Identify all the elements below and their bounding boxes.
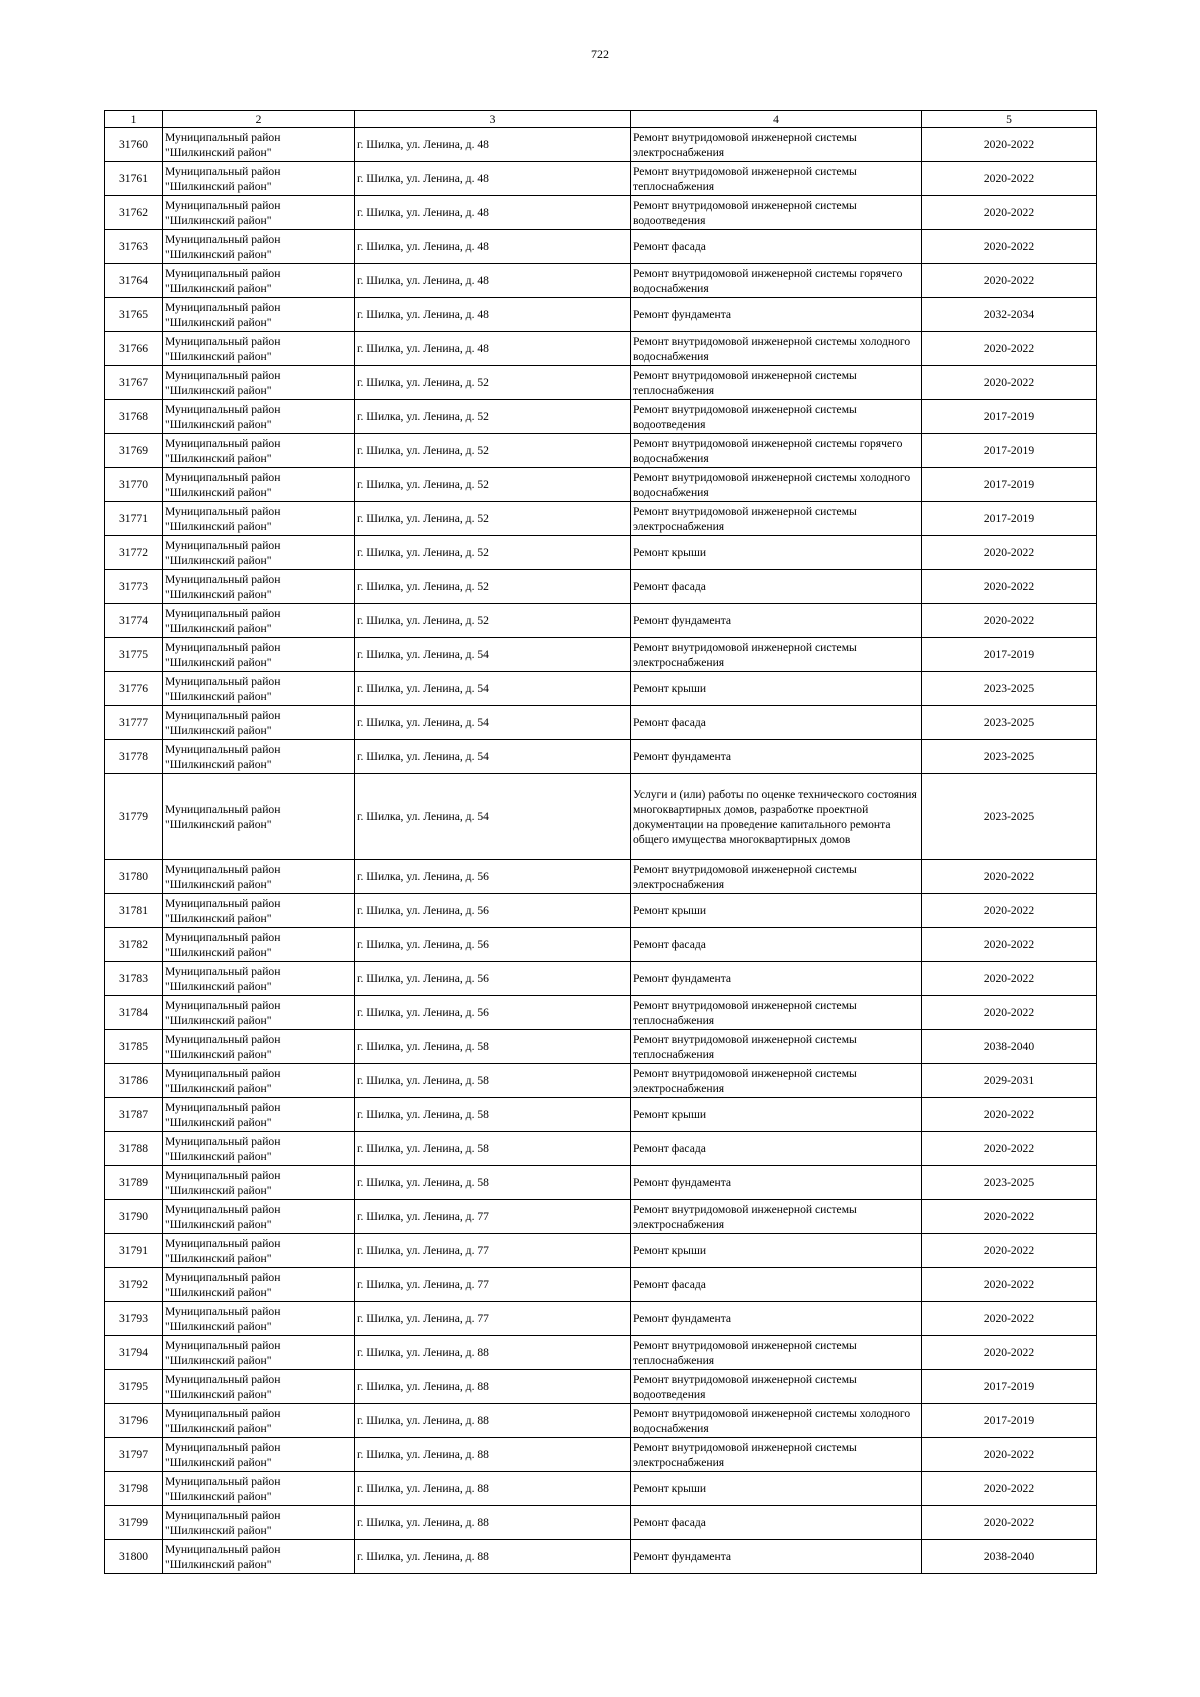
district-cell: Муниципальный район "Шилкинский район" [163, 1438, 355, 1472]
address-cell: г. Шилка, ул. Ленина, д. 54 [355, 740, 631, 774]
period-cell: 2020-2022 [922, 1302, 1097, 1336]
district-cell: Муниципальный район "Шилкинский район" [163, 434, 355, 468]
row-number-cell: 31773 [105, 570, 163, 604]
row-number-cell: 31780 [105, 860, 163, 894]
period-cell: 2020-2022 [922, 1098, 1097, 1132]
work-type-cell: Ремонт фасада [631, 928, 922, 962]
row-number-cell: 31796 [105, 1404, 163, 1438]
row-number-cell: 31764 [105, 264, 163, 298]
district-cell: Муниципальный район "Шилкинский район" [163, 1132, 355, 1166]
address-cell: г. Шилка, ул. Ленина, д. 56 [355, 928, 631, 962]
work-type-cell: Ремонт внутридомовой инженерной системы теплоснабжения [631, 996, 922, 1030]
work-type-cell: Ремонт внутридомовой инженерной системы электроснабжения [631, 502, 922, 536]
row-number-cell: 31766 [105, 332, 163, 366]
work-type-cell: Ремонт фундамента [631, 298, 922, 332]
district-cell: Муниципальный район "Шилкинский район" [163, 638, 355, 672]
work-type-cell: Ремонт внутридомовой инженерной системы водоотведения [631, 1370, 922, 1404]
address-cell: г. Шилка, ул. Ленина, д. 54 [355, 672, 631, 706]
table-row [105, 366, 1097, 400]
period-cell: 2020-2022 [922, 196, 1097, 230]
table-row [105, 128, 1097, 162]
period-cell: 2017-2019 [922, 1370, 1097, 1404]
row-number-cell: 31760 [105, 128, 163, 162]
table-row [105, 502, 1097, 536]
district-cell: Муниципальный район "Шилкинский район" [163, 196, 355, 230]
district-cell: Муниципальный район "Шилкинский район" [163, 1540, 355, 1574]
district-cell: Муниципальный район "Шилкинский район" [163, 1302, 355, 1336]
row-number-cell: 31767 [105, 366, 163, 400]
work-type-cell: Ремонт фундамента [631, 962, 922, 996]
row-number-cell: 31771 [105, 502, 163, 536]
table-row [105, 1370, 1097, 1404]
district-cell: Муниципальный район "Шилкинский район" [163, 570, 355, 604]
table-row [105, 332, 1097, 366]
row-number-cell: 31799 [105, 1506, 163, 1540]
address-cell: г. Шилка, ул. Ленина, д. 88 [355, 1540, 631, 1574]
district-cell: Муниципальный район "Шилкинский район" [163, 1030, 355, 1064]
district-cell: Муниципальный район "Шилкинский район" [163, 1506, 355, 1540]
district-cell: Муниципальный район "Шилкинский район" [163, 1268, 355, 1302]
table-row [105, 894, 1097, 928]
address-cell: г. Шилка, ул. Ленина, д. 48 [355, 264, 631, 298]
table-row [105, 638, 1097, 672]
table-row [105, 1064, 1097, 1098]
work-type-cell: Ремонт внутридомовой инженерной системы холодного водоснабжения [631, 332, 922, 366]
address-cell: г. Шилка, ул. Ленина, д. 58 [355, 1166, 631, 1200]
table-row [105, 1098, 1097, 1132]
work-type-cell: Ремонт фасада [631, 230, 922, 264]
period-cell: 2017-2019 [922, 1404, 1097, 1438]
work-type-cell: Ремонт внутридомовой инженерной системы холодного водоснабжения [631, 468, 922, 502]
work-type-cell: Ремонт фундамента [631, 740, 922, 774]
period-cell: 2017-2019 [922, 434, 1097, 468]
work-type-cell: Ремонт фасада [631, 1506, 922, 1540]
period-cell: 2020-2022 [922, 1200, 1097, 1234]
work-type-cell: Ремонт фундамента [631, 1166, 922, 1200]
table-row [105, 162, 1097, 196]
table-row [105, 1472, 1097, 1506]
work-type-cell: Ремонт фундамента [631, 1540, 922, 1574]
work-type-cell: Ремонт внутридомовой инженерной системы холодного водоснабжения [631, 1404, 922, 1438]
work-type-cell: Ремонт фасада [631, 570, 922, 604]
table-row [105, 672, 1097, 706]
address-cell: г. Шилка, ул. Ленина, д. 56 [355, 894, 631, 928]
table-row [105, 1234, 1097, 1268]
district-cell: Муниципальный район "Шилкинский район" [163, 298, 355, 332]
work-type-cell: Ремонт внутридомовой инженерной системы электроснабжения [631, 638, 922, 672]
district-cell: Муниципальный район "Шилкинский район" [163, 894, 355, 928]
district-cell: Муниципальный район "Шилкинский район" [163, 1404, 355, 1438]
address-cell: г. Шилка, ул. Ленина, д. 48 [355, 298, 631, 332]
row-number-cell: 31788 [105, 1132, 163, 1166]
table-row [105, 400, 1097, 434]
district-cell: Муниципальный район "Шилкинский район" [163, 332, 355, 366]
table-row [105, 1438, 1097, 1472]
work-type-cell: Ремонт крыши [631, 1472, 922, 1506]
row-number-cell: 31772 [105, 536, 163, 570]
row-number-cell: 31786 [105, 1064, 163, 1098]
work-type-cell: Ремонт внутридомовой инженерной системы электроснабжения [631, 128, 922, 162]
address-cell: г. Шилка, ул. Ленина, д. 88 [355, 1336, 631, 1370]
period-cell: 2038-2040 [922, 1540, 1097, 1574]
address-cell: г. Шилка, ул. Ленина, д. 48 [355, 128, 631, 162]
address-cell: г. Шилка, ул. Ленина, д. 88 [355, 1370, 631, 1404]
period-cell: 2020-2022 [922, 996, 1097, 1030]
work-type-cell: Услуги и (или) работы по оценке технического состояния многоквартирных домов, разработке проектной документации на проведение капитального ремонта общего имущества многоквартирных домов [631, 774, 922, 860]
row-number-cell: 31787 [105, 1098, 163, 1132]
row-number-cell: 31793 [105, 1302, 163, 1336]
address-cell: г. Шилка, ул. Ленина, д. 88 [355, 1472, 631, 1506]
row-number-cell: 31762 [105, 196, 163, 230]
row-number-cell: 31763 [105, 230, 163, 264]
address-cell: г. Шилка, ул. Ленина, д. 48 [355, 230, 631, 264]
column-header: 2 [163, 111, 355, 128]
table-row [105, 1540, 1097, 1574]
work-type-cell: Ремонт внутридомовой инженерной системы теплоснабжения [631, 1030, 922, 1064]
row-number-cell: 31778 [105, 740, 163, 774]
table-row [105, 1166, 1097, 1200]
column-header: 5 [922, 111, 1097, 128]
row-number-cell: 31800 [105, 1540, 163, 1574]
table-row [105, 706, 1097, 740]
address-cell: г. Шилка, ул. Ленина, д. 52 [355, 604, 631, 638]
column-header: 3 [355, 111, 631, 128]
table-row [105, 468, 1097, 502]
district-cell: Муниципальный район "Шилкинский район" [163, 1234, 355, 1268]
work-type-cell: Ремонт внутридомовой инженерной системы электроснабжения [631, 860, 922, 894]
address-cell: г. Шилка, ул. Ленина, д. 52 [355, 502, 631, 536]
district-cell: Муниципальный район "Шилкинский район" [163, 468, 355, 502]
period-cell: 2029-2031 [922, 1064, 1097, 1098]
district-cell: Муниципальный район "Шилкинский район" [163, 264, 355, 298]
period-cell: 2020-2022 [922, 1336, 1097, 1370]
district-cell: Муниципальный район "Шилкинский район" [163, 1472, 355, 1506]
period-cell: 2017-2019 [922, 638, 1097, 672]
row-number-cell: 31776 [105, 672, 163, 706]
table-row [105, 996, 1097, 1030]
period-cell: 2020-2022 [922, 1472, 1097, 1506]
period-cell: 2020-2022 [922, 1268, 1097, 1302]
district-cell: Муниципальный район "Шилкинский район" [163, 230, 355, 264]
row-number-cell: 31769 [105, 434, 163, 468]
capital-repair-table [104, 110, 1097, 1574]
column-number-row [105, 111, 1097, 128]
period-cell: 2020-2022 [922, 860, 1097, 894]
period-cell: 2020-2022 [922, 570, 1097, 604]
column-header: 1 [105, 111, 163, 128]
address-cell: г. Шилка, ул. Ленина, д. 48 [355, 162, 631, 196]
work-type-cell: Ремонт внутридомовой инженерной системы теплоснабжения [631, 366, 922, 400]
address-cell: г. Шилка, ул. Ленина, д. 77 [355, 1302, 631, 1336]
period-cell: 2020-2022 [922, 230, 1097, 264]
row-number-cell: 31761 [105, 162, 163, 196]
period-cell: 2020-2022 [922, 366, 1097, 400]
row-number-cell: 31782 [105, 928, 163, 962]
table-row [105, 1030, 1097, 1064]
period-cell: 2017-2019 [922, 400, 1097, 434]
district-cell: Муниципальный район "Шилкинский район" [163, 1200, 355, 1234]
district-cell: Муниципальный район "Шилкинский район" [163, 1166, 355, 1200]
district-cell: Муниципальный район "Шилкинский район" [163, 128, 355, 162]
period-cell: 2020-2022 [922, 128, 1097, 162]
address-cell: г. Шилка, ул. Ленина, д. 52 [355, 366, 631, 400]
period-cell: 2038-2040 [922, 1030, 1097, 1064]
table-row [105, 196, 1097, 230]
table-row [105, 1336, 1097, 1370]
period-cell: 2020-2022 [922, 894, 1097, 928]
table-row [105, 1404, 1097, 1438]
period-cell: 2023-2025 [922, 1166, 1097, 1200]
table-row [105, 740, 1097, 774]
work-type-cell: Ремонт внутридомовой инженерной системы горячего водоснабжения [631, 264, 922, 298]
work-type-cell: Ремонт крыши [631, 894, 922, 928]
period-cell: 2017-2019 [922, 468, 1097, 502]
row-number-cell: 31774 [105, 604, 163, 638]
row-number-cell: 31795 [105, 1370, 163, 1404]
row-number-cell: 31779 [105, 774, 163, 860]
address-cell: г. Шилка, ул. Ленина, д. 52 [355, 468, 631, 502]
table-row [105, 1132, 1097, 1166]
work-type-cell: Ремонт фасада [631, 1268, 922, 1302]
address-cell: г. Шилка, ул. Ленина, д. 54 [355, 774, 631, 860]
table-row [105, 1200, 1097, 1234]
period-cell: 2023-2025 [922, 740, 1097, 774]
table-row [105, 264, 1097, 298]
row-number-cell: 31789 [105, 1166, 163, 1200]
period-cell: 2017-2019 [922, 502, 1097, 536]
work-type-cell: Ремонт внутридомовой инженерной системы теплоснабжения [631, 1336, 922, 1370]
district-cell: Муниципальный район "Шилкинский район" [163, 706, 355, 740]
period-cell: 2020-2022 [922, 1506, 1097, 1540]
work-type-cell: Ремонт внутридомовой инженерной системы электроснабжения [631, 1438, 922, 1472]
district-cell: Муниципальный район "Шилкинский район" [163, 162, 355, 196]
district-cell: Муниципальный район "Шилкинский район" [163, 740, 355, 774]
district-cell: Муниципальный район "Шилкинский район" [163, 502, 355, 536]
address-cell: г. Шилка, ул. Ленина, д. 88 [355, 1506, 631, 1540]
address-cell: г. Шилка, ул. Ленина, д. 58 [355, 1030, 631, 1064]
address-cell: г. Шилка, ул. Ленина, д. 58 [355, 1132, 631, 1166]
period-cell: 2020-2022 [922, 604, 1097, 638]
period-cell: 2020-2022 [922, 536, 1097, 570]
table-row [105, 434, 1097, 468]
row-number-cell: 31777 [105, 706, 163, 740]
row-number-cell: 31797 [105, 1438, 163, 1472]
table-row [105, 230, 1097, 264]
table-row [105, 604, 1097, 638]
address-cell: г. Шилка, ул. Ленина, д. 52 [355, 434, 631, 468]
period-cell: 2032-2034 [922, 298, 1097, 332]
table-row [105, 1506, 1097, 1540]
row-number-cell: 31794 [105, 1336, 163, 1370]
work-type-cell: Ремонт крыши [631, 536, 922, 570]
row-number-cell: 31791 [105, 1234, 163, 1268]
row-number-cell: 31775 [105, 638, 163, 672]
row-number-cell: 31783 [105, 962, 163, 996]
address-cell: г. Шилка, ул. Ленина, д. 52 [355, 400, 631, 434]
period-cell: 2020-2022 [922, 962, 1097, 996]
district-cell: Муниципальный район "Шилкинский район" [163, 774, 355, 860]
address-cell: г. Шилка, ул. Ленина, д. 52 [355, 570, 631, 604]
period-cell: 2020-2022 [922, 162, 1097, 196]
address-cell: г. Шилка, ул. Ленина, д. 56 [355, 996, 631, 1030]
work-type-cell: Ремонт внутридомовой инженерной системы водоотведения [631, 196, 922, 230]
district-cell: Муниципальный район "Шилкинский район" [163, 604, 355, 638]
address-cell: г. Шилка, ул. Ленина, д. 88 [355, 1404, 631, 1438]
period-cell: 2020-2022 [922, 264, 1097, 298]
district-cell: Муниципальный район "Шилкинский район" [163, 860, 355, 894]
period-cell: 2020-2022 [922, 1438, 1097, 1472]
address-cell: г. Шилка, ул. Ленина, д. 77 [355, 1200, 631, 1234]
district-cell: Муниципальный район "Шилкинский район" [163, 400, 355, 434]
table-row [105, 1302, 1097, 1336]
table-row [105, 298, 1097, 332]
row-number-cell: 31770 [105, 468, 163, 502]
address-cell: г. Шилка, ул. Ленина, д. 88 [355, 1438, 631, 1472]
work-type-cell: Ремонт фундамента [631, 604, 922, 638]
table-row [105, 962, 1097, 996]
district-cell: Муниципальный район "Шилкинский район" [163, 1370, 355, 1404]
page-number: 722 [591, 47, 609, 61]
address-cell: г. Шилка, ул. Ленина, д. 77 [355, 1268, 631, 1302]
address-cell: г. Шилка, ул. Ленина, д. 56 [355, 962, 631, 996]
period-cell: 2020-2022 [922, 1234, 1097, 1268]
column-header: 4 [631, 111, 922, 128]
row-number-cell: 31790 [105, 1200, 163, 1234]
period-cell: 2023-2025 [922, 706, 1097, 740]
address-cell: г. Шилка, ул. Ленина, д. 54 [355, 706, 631, 740]
work-type-cell: Ремонт внутридомовой инженерной системы теплоснабжения [631, 162, 922, 196]
address-cell: г. Шилка, ул. Ленина, д. 56 [355, 860, 631, 894]
work-type-cell: Ремонт внутридомовой инженерной системы водоотведения [631, 400, 922, 434]
district-cell: Муниципальный район "Шилкинский район" [163, 1064, 355, 1098]
period-cell: 2020-2022 [922, 1132, 1097, 1166]
district-cell: Муниципальный район "Шилкинский район" [163, 996, 355, 1030]
work-type-cell: Ремонт крыши [631, 1098, 922, 1132]
table-row [105, 1268, 1097, 1302]
address-cell: г. Шилка, ул. Ленина, д. 58 [355, 1064, 631, 1098]
district-cell: Муниципальный район "Шилкинский район" [163, 928, 355, 962]
work-type-cell: Ремонт крыши [631, 1234, 922, 1268]
row-number-cell: 31784 [105, 996, 163, 1030]
work-type-cell: Ремонт крыши [631, 672, 922, 706]
period-cell: 2023-2025 [922, 672, 1097, 706]
address-cell: г. Шилка, ул. Ленина, д. 48 [355, 332, 631, 366]
period-cell: 2023-2025 [922, 774, 1097, 860]
address-cell: г. Шилка, ул. Ленина, д. 58 [355, 1098, 631, 1132]
work-type-cell: Ремонт фундамента [631, 1302, 922, 1336]
period-cell: 2020-2022 [922, 332, 1097, 366]
district-cell: Муниципальный район "Шилкинский район" [163, 672, 355, 706]
table-row [105, 774, 1097, 860]
address-cell: г. Шилка, ул. Ленина, д. 52 [355, 536, 631, 570]
work-type-cell: Ремонт внутридомовой инженерной системы горячего водоснабжения [631, 434, 922, 468]
address-cell: г. Шилка, ул. Ленина, д. 48 [355, 196, 631, 230]
period-cell: 2020-2022 [922, 928, 1097, 962]
district-cell: Муниципальный район "Шилкинский район" [163, 1336, 355, 1370]
table-row [105, 570, 1097, 604]
district-cell: Муниципальный район "Шилкинский район" [163, 1098, 355, 1132]
row-number-cell: 31798 [105, 1472, 163, 1506]
row-number-cell: 31785 [105, 1030, 163, 1064]
table-row [105, 928, 1097, 962]
work-type-cell: Ремонт внутридомовой инженерной системы электроснабжения [631, 1064, 922, 1098]
row-number-cell: 31792 [105, 1268, 163, 1302]
table-row [105, 536, 1097, 570]
table-row [105, 860, 1097, 894]
work-type-cell: Ремонт фасада [631, 1132, 922, 1166]
district-cell: Муниципальный район "Шилкинский район" [163, 366, 355, 400]
work-type-cell: Ремонт фасада [631, 706, 922, 740]
row-number-cell: 31768 [105, 400, 163, 434]
work-type-cell: Ремонт внутридомовой инженерной системы электроснабжения [631, 1200, 922, 1234]
address-cell: г. Шилка, ул. Ленина, д. 77 [355, 1234, 631, 1268]
row-number-cell: 31781 [105, 894, 163, 928]
district-cell: Муниципальный район "Шилкинский район" [163, 962, 355, 996]
row-number-cell: 31765 [105, 298, 163, 332]
address-cell: г. Шилка, ул. Ленина, д. 54 [355, 638, 631, 672]
district-cell: Муниципальный район "Шилкинский район" [163, 536, 355, 570]
table-body [105, 111, 1097, 1574]
